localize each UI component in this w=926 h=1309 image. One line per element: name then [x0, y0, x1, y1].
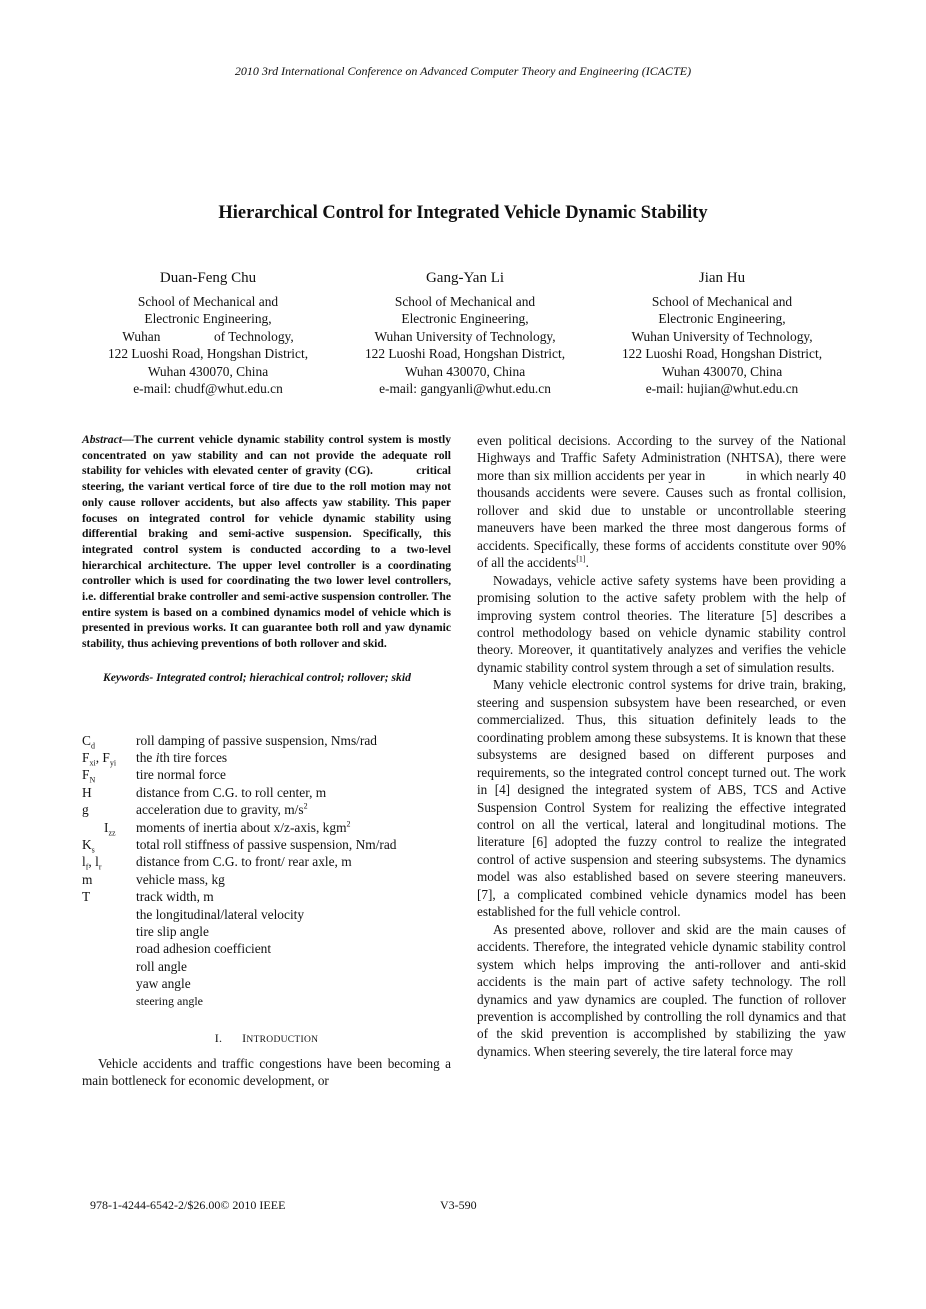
nomenclature-description: tire slip angle	[136, 924, 209, 940]
author-affiliation: Electronic Engineering,	[401, 311, 529, 326]
author-affiliation: Wuhan University of Technology,	[374, 328, 556, 344]
nomenclature-item	[82, 801, 451, 818]
author-affiliation: Electronic Engineering,	[658, 311, 786, 326]
nomenclature-item	[82, 906, 451, 923]
author-2	[337, 270, 593, 398]
author-affiliation: Wuhan of Technology,	[122, 328, 294, 344]
author-affiliation: School of Mechanical and	[651, 293, 793, 309]
author-city: Wuhan 430070, China	[147, 363, 269, 379]
nomenclature-symbol	[82, 906, 136, 923]
section-heading: I. INTRODUCTION	[214, 1031, 319, 1046]
copyright-footer: 978-1-4244-6542-2/$26.00© 2010 IEEE	[90, 1198, 286, 1212]
left-column	[82, 432, 454, 1089]
author-name: Gang-Yan Li	[425, 270, 505, 286]
right-column	[477, 432, 866, 1060]
nomenclature-symbol: g	[82, 802, 89, 818]
nomenclature-description: steering angle	[136, 993, 203, 1008]
author-1	[80, 270, 336, 398]
nomenclature-item	[82, 766, 451, 786]
nomenclature-item	[82, 732, 451, 749]
author-address: 122 Luoshi Road, Hongshan District,	[621, 346, 823, 361]
nomenclature-symbol: $F_N$	[82, 767, 96, 786]
author-affiliation: School of Mechanical and	[394, 293, 536, 309]
author-city: Wuhan 430070, China	[661, 363, 783, 379]
author-affiliation: Wuhan University of Technology,	[631, 328, 813, 344]
abstract-lead: Abstract	[82, 433, 122, 446]
nomenclature-item	[82, 784, 451, 801]
page-number: V3-590	[440, 1198, 477, 1212]
nomenclature-symbol	[82, 940, 136, 957]
body-paragraph: Vehicle accidents and traffic congestions have been becoming a main bottleneck for economic development, or	[82, 1055, 451, 1088]
nomenclature-symbol	[82, 923, 136, 940]
nomenclature-description: distance from C.G. to roll center, m	[136, 784, 327, 800]
nomenclature-description: track width, m	[136, 889, 214, 905]
nomenclature-description: yaw angle	[136, 976, 191, 992]
nomenclature-symbol	[82, 975, 136, 992]
nomenclature-item	[82, 853, 451, 873]
nomenclature-description: total roll stiffness of passive suspension, Nm/rad	[136, 836, 397, 852]
abstract-text: —The current vehicle dynamic stability control system is mostly concentrated on yaw stability and can not provide the adequate roll stability for vehicles with elevated center of gravity (CG). critical steering, the variant vertical force of tire due to the roll motion may not only cause rollover accidents, but also affects yaw stability. This paper focuses on integrated control for vehicle dynamic stability using differential braking and semi-active suspension. Specifically, this integrated control system is conducted according to a two-level hierarchical architecture. The upper level controller is a coordinating controller which is used for coordinating the two lower level controllers, i.e. differential brake controller and semi-active suspension controller. The entire system is based on a combined dynamics model of vehicle which is presented in previous works. It can guarantee both roll and yaw dynamic stability, thus achieving preventions of both rollover and skid.	[82, 433, 454, 651]
author-affiliation: School of Mechanical and	[137, 293, 279, 309]
nomenclature-list	[82, 732, 451, 1011]
body-paragraph: As presented above, rollover and skid are the main causes of accidents. Therefore, the integrated vehicle dynamic stability control system which helps improving the anti-rollover and anti-skid accidents is the main part of active safety technology. The roll dynamics and yaw dynamics are coupled. The function of rollover prevention is accomplished by controlling the roll dynamics and that of the skid prevention is accomplished by stabilizing the yaw dynamics. When steering severely, the tire lateral force may	[477, 921, 846, 1059]
nomenclature-description: roll angle	[136, 958, 187, 974]
author-name: Jian Hu	[698, 270, 746, 286]
author-name: Duan-Feng Chu	[159, 270, 257, 286]
nomenclature-description: acceleration due to gravity, $m/s^2$	[136, 801, 308, 818]
conference-header: 2010 3rd International Conference on Advanced Computer Theory and Engineering (ICACTE)	[234, 64, 692, 78]
nomenclature-item	[82, 993, 451, 1010]
author-address: 122 Luoshi Road, Hongshan District,	[364, 346, 566, 361]
nomenclature-symbol: m	[82, 871, 93, 887]
body-paragraph: Nowadays, vehicle active safety systems have been providing a promising solution to the active safety problem with the help of improving system control theories. The literature [5] describes a control methodology based on vehicle dynamic stability control theory. Moreover, it quantitatively analyzes and verifies the vehicle dynamic stability control system through a set of simulation results.	[477, 572, 846, 675]
nomenclature-item	[82, 888, 451, 905]
nomenclature-description: the ith tire forces	[136, 749, 228, 765]
nomenclature-description: road adhesion coefficient	[136, 941, 272, 957]
author-email: e-mail: chudf@whut.edu.cn	[133, 381, 283, 396]
nomenclature-symbol: H	[82, 784, 92, 800]
nomenclature-symbol	[82, 993, 136, 1010]
nomenclature-item	[82, 958, 451, 975]
nomenclature-description: moments of inertia about x/z-axis, kgm$^2$	[136, 819, 351, 835]
citation: [1]	[576, 554, 586, 564]
paper-title: Hierarchical Control for Integrated Vehicle Dynamic Stability	[218, 203, 708, 223]
nomenclature-item	[82, 836, 451, 853]
nomenclature-symbol: T	[82, 889, 91, 905]
nomenclature-symbol: $C_d$	[82, 732, 95, 751]
nomenclature-symbol: $K_s$	[82, 836, 95, 855]
nomenclature-item	[82, 749, 451, 766]
author-affiliation: Electronic Engineering,	[144, 311, 272, 326]
nomenclature-description: the longitudinal/lateral velocity	[136, 906, 305, 922]
author-3	[594, 270, 850, 398]
nomenclature-item	[82, 871, 451, 888]
abstract	[82, 432, 454, 652]
nomenclature-symbol: $F_{xi}$, $F_{yi}$	[82, 749, 117, 768]
body-paragraph: even political decisions. According to the survey of the National Highways and Traffic Safety Administration (NHTSA), there were more than six million accidents per year in in which nearly 40 thousands accidents were severe. Causes such as frontal collision, rollover and skid due to unstable or uncontrollable steering maneuvers have been marked the three most dangerous forms of accidents. Specifically, these forms of accidents constitute over 90% of all the accidents[1].	[477, 433, 850, 571]
keywords: Keywords- Integrated control; hierachical control; rollover; skid	[103, 670, 411, 684]
nomenclature-item	[82, 975, 451, 992]
body-paragraph: Many vehicle electronic control systems for drive train, braking, steering and suspension subsystem have been researched, or even commercialized. Thus, this situation definitely leads to the coordinating problem among these subsystems. It is known that these subsystems are designed based on different purposes and requirements, so the integrated control concept turned out. The work in [4] designed the integrated system of ABS, TCS and Active Suspension Control System for realizing the effective integrated control on all the vertical, lateral and longitudinal motions. The literature [6] adopted the fuzzy control to realize the integrated control of active suspension and steering subsystems. The dynamics model was also established based on severe steering maneuvers. [7], a complicated combined vehicle dynamics model has been established for the full vehicle control.	[477, 677, 866, 920]
author-email: e-mail: hujian@whut.edu.cn	[645, 381, 799, 396]
author-email: e-mail: gangyanli@whut.edu.cn	[379, 381, 551, 396]
nomenclature-description: distance from C.G. to front/ rear axle, m	[136, 854, 352, 870]
nomenclature-symbol	[82, 958, 136, 975]
author-address: 122 Luoshi Road, Hongshan District,	[107, 346, 309, 361]
nomenclature-item	[82, 940, 451, 957]
nomenclature-description: roll damping of passive suspension, Nms/rad	[136, 732, 378, 748]
nomenclature-symbol: $l_f$, $l_r$	[82, 854, 102, 873]
nomenclature-description: tire normal force	[136, 767, 226, 783]
nomenclature-description: vehicle mass, kg	[136, 871, 225, 887]
nomenclature-symbol: $I_{zz}$	[104, 819, 116, 838]
nomenclature-item	[82, 923, 451, 940]
author-city: Wuhan 430070, China	[404, 363, 526, 379]
nomenclature-item	[82, 819, 451, 836]
author-block	[80, 270, 850, 398]
